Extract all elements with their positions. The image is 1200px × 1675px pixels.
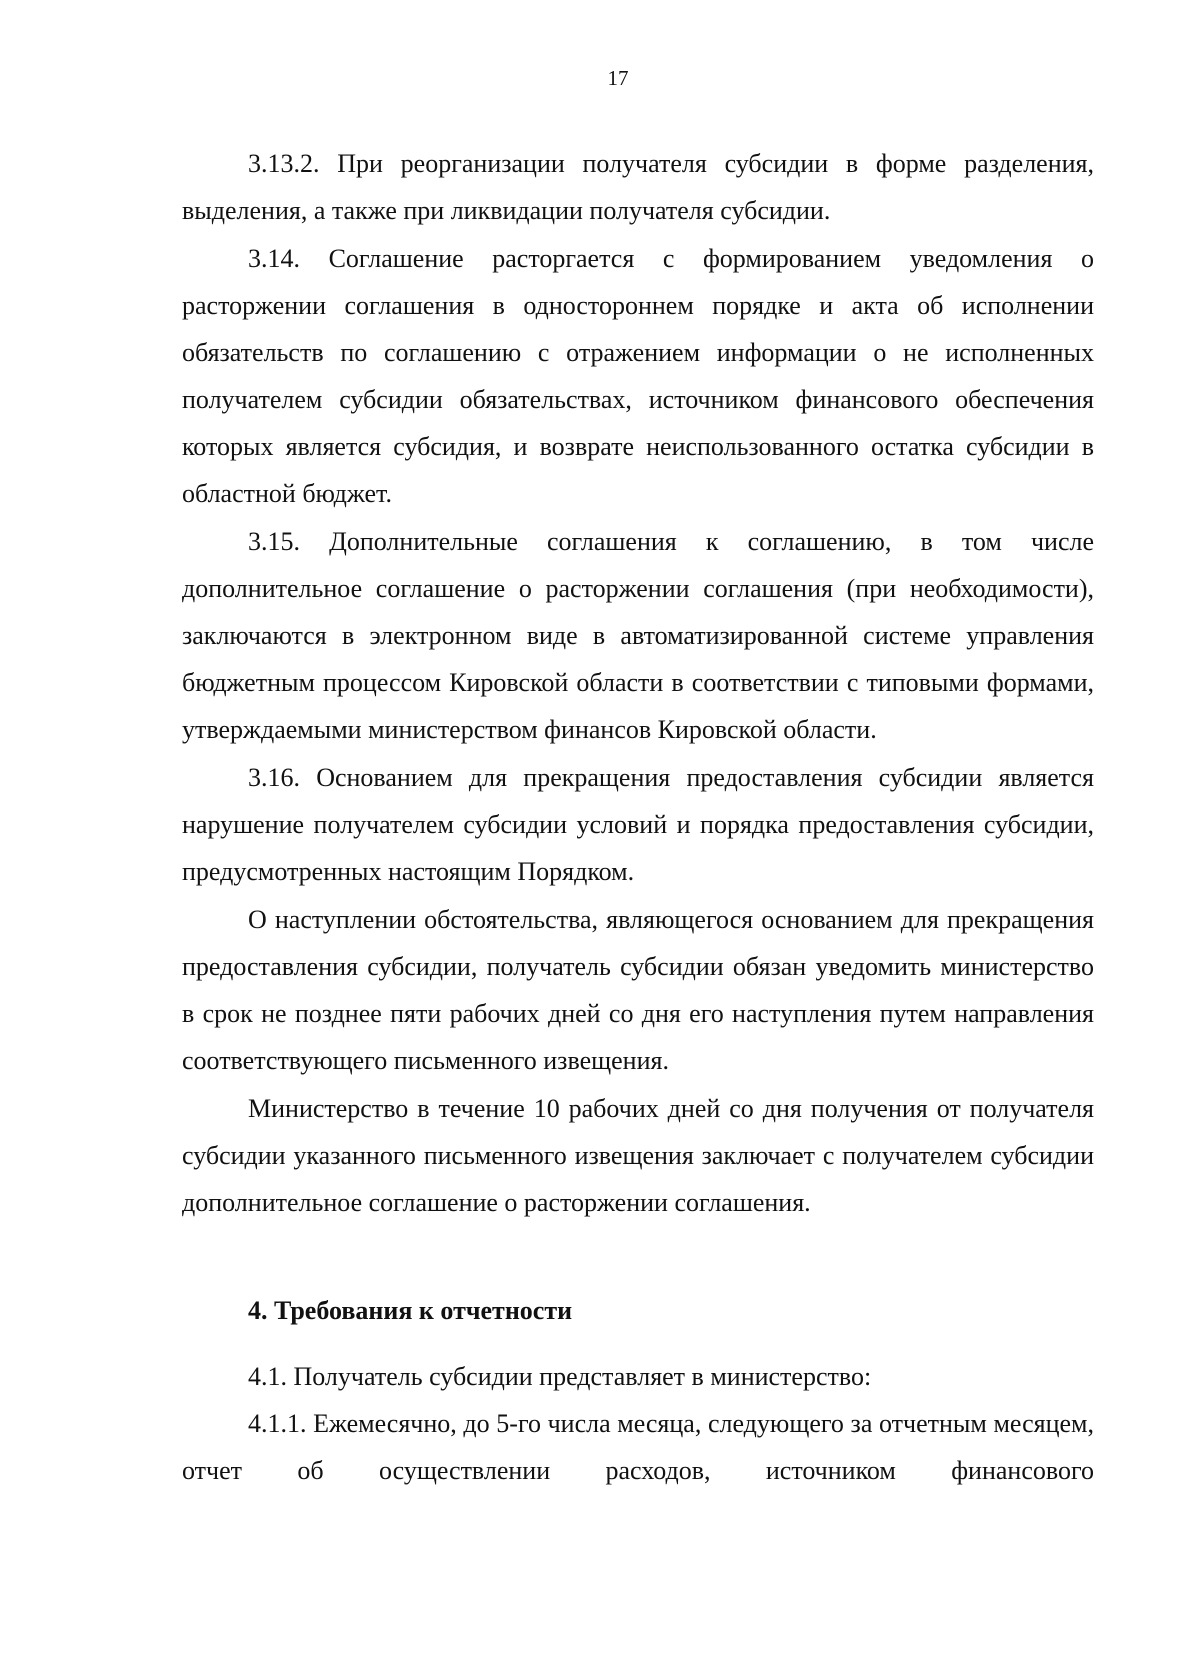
section-heading: 4. Требования к отчетности xyxy=(248,1296,573,1325)
section-3-text xyxy=(182,140,1094,1226)
paragraph-ministry-agreement: Министерство в течение 10 рабочих дней со дня получения от получателя субсидии указанного письменного извещения заключает с получателем субсидии дополнительное соглашение о расторжении соглашения. xyxy=(182,1094,1094,1217)
paragraph-3-13-2: 3.13.2. При реорганизации получателя субсидии в форме разделения, выделения, а также при ликвидации получателя субсидии. xyxy=(182,149,1094,225)
paragraph-3-14: 3.14. Соглашение расторгается с формированием уведомления о расторжении соглашения в одностороннем порядке и акта об исполнении обязательств по соглашению с отражением информации о не исполненных получателем субсидии обязательствах, источником финансового обеспечения которых является субсидия, и возврате неиспользованного остатка субсидии в областной бюджет. xyxy=(182,244,1094,508)
paragraph-3-15: 3.15. Дополнительные соглашения к соглашению, в том числе дополнительное соглашение о расторжении соглашения (при необходимости), заключаются в электронном виде в автоматизированной системе управления бюджетным процессом Кировской области в соответствии с типовыми формами, утверждаемыми министерством финансов Кировской области. xyxy=(182,527,1094,744)
section-4-text xyxy=(182,1353,1094,1494)
paragraph-4-1-1: 4.1.1. Ежемесячно, до 5-го числа месяца, следующего за отчетным месяцем, отчет об осуществлении расходов, источником финансового xyxy=(182,1409,1094,1485)
page-number: 17 xyxy=(607,66,629,90)
paragraph-3-16: 3.16. Основанием для прекращения предоставления субсидии является нарушение получателем субсидии условий и порядка предоставления субсидии, предусмотренных настоящим Порядком. xyxy=(182,763,1094,886)
paragraph-notification: О наступлении обстоятельства, являющегося основанием для прекращения предоставления субсидии, получатель субсидии обязан уведомить министерство в срок не позднее пяти рабочих дней со дня его наступления путем направления соответствующего письменного извещения. xyxy=(182,905,1094,1075)
paragraph-4-1: 4.1. Получатель субсидии представляет в министерство: xyxy=(248,1362,872,1391)
